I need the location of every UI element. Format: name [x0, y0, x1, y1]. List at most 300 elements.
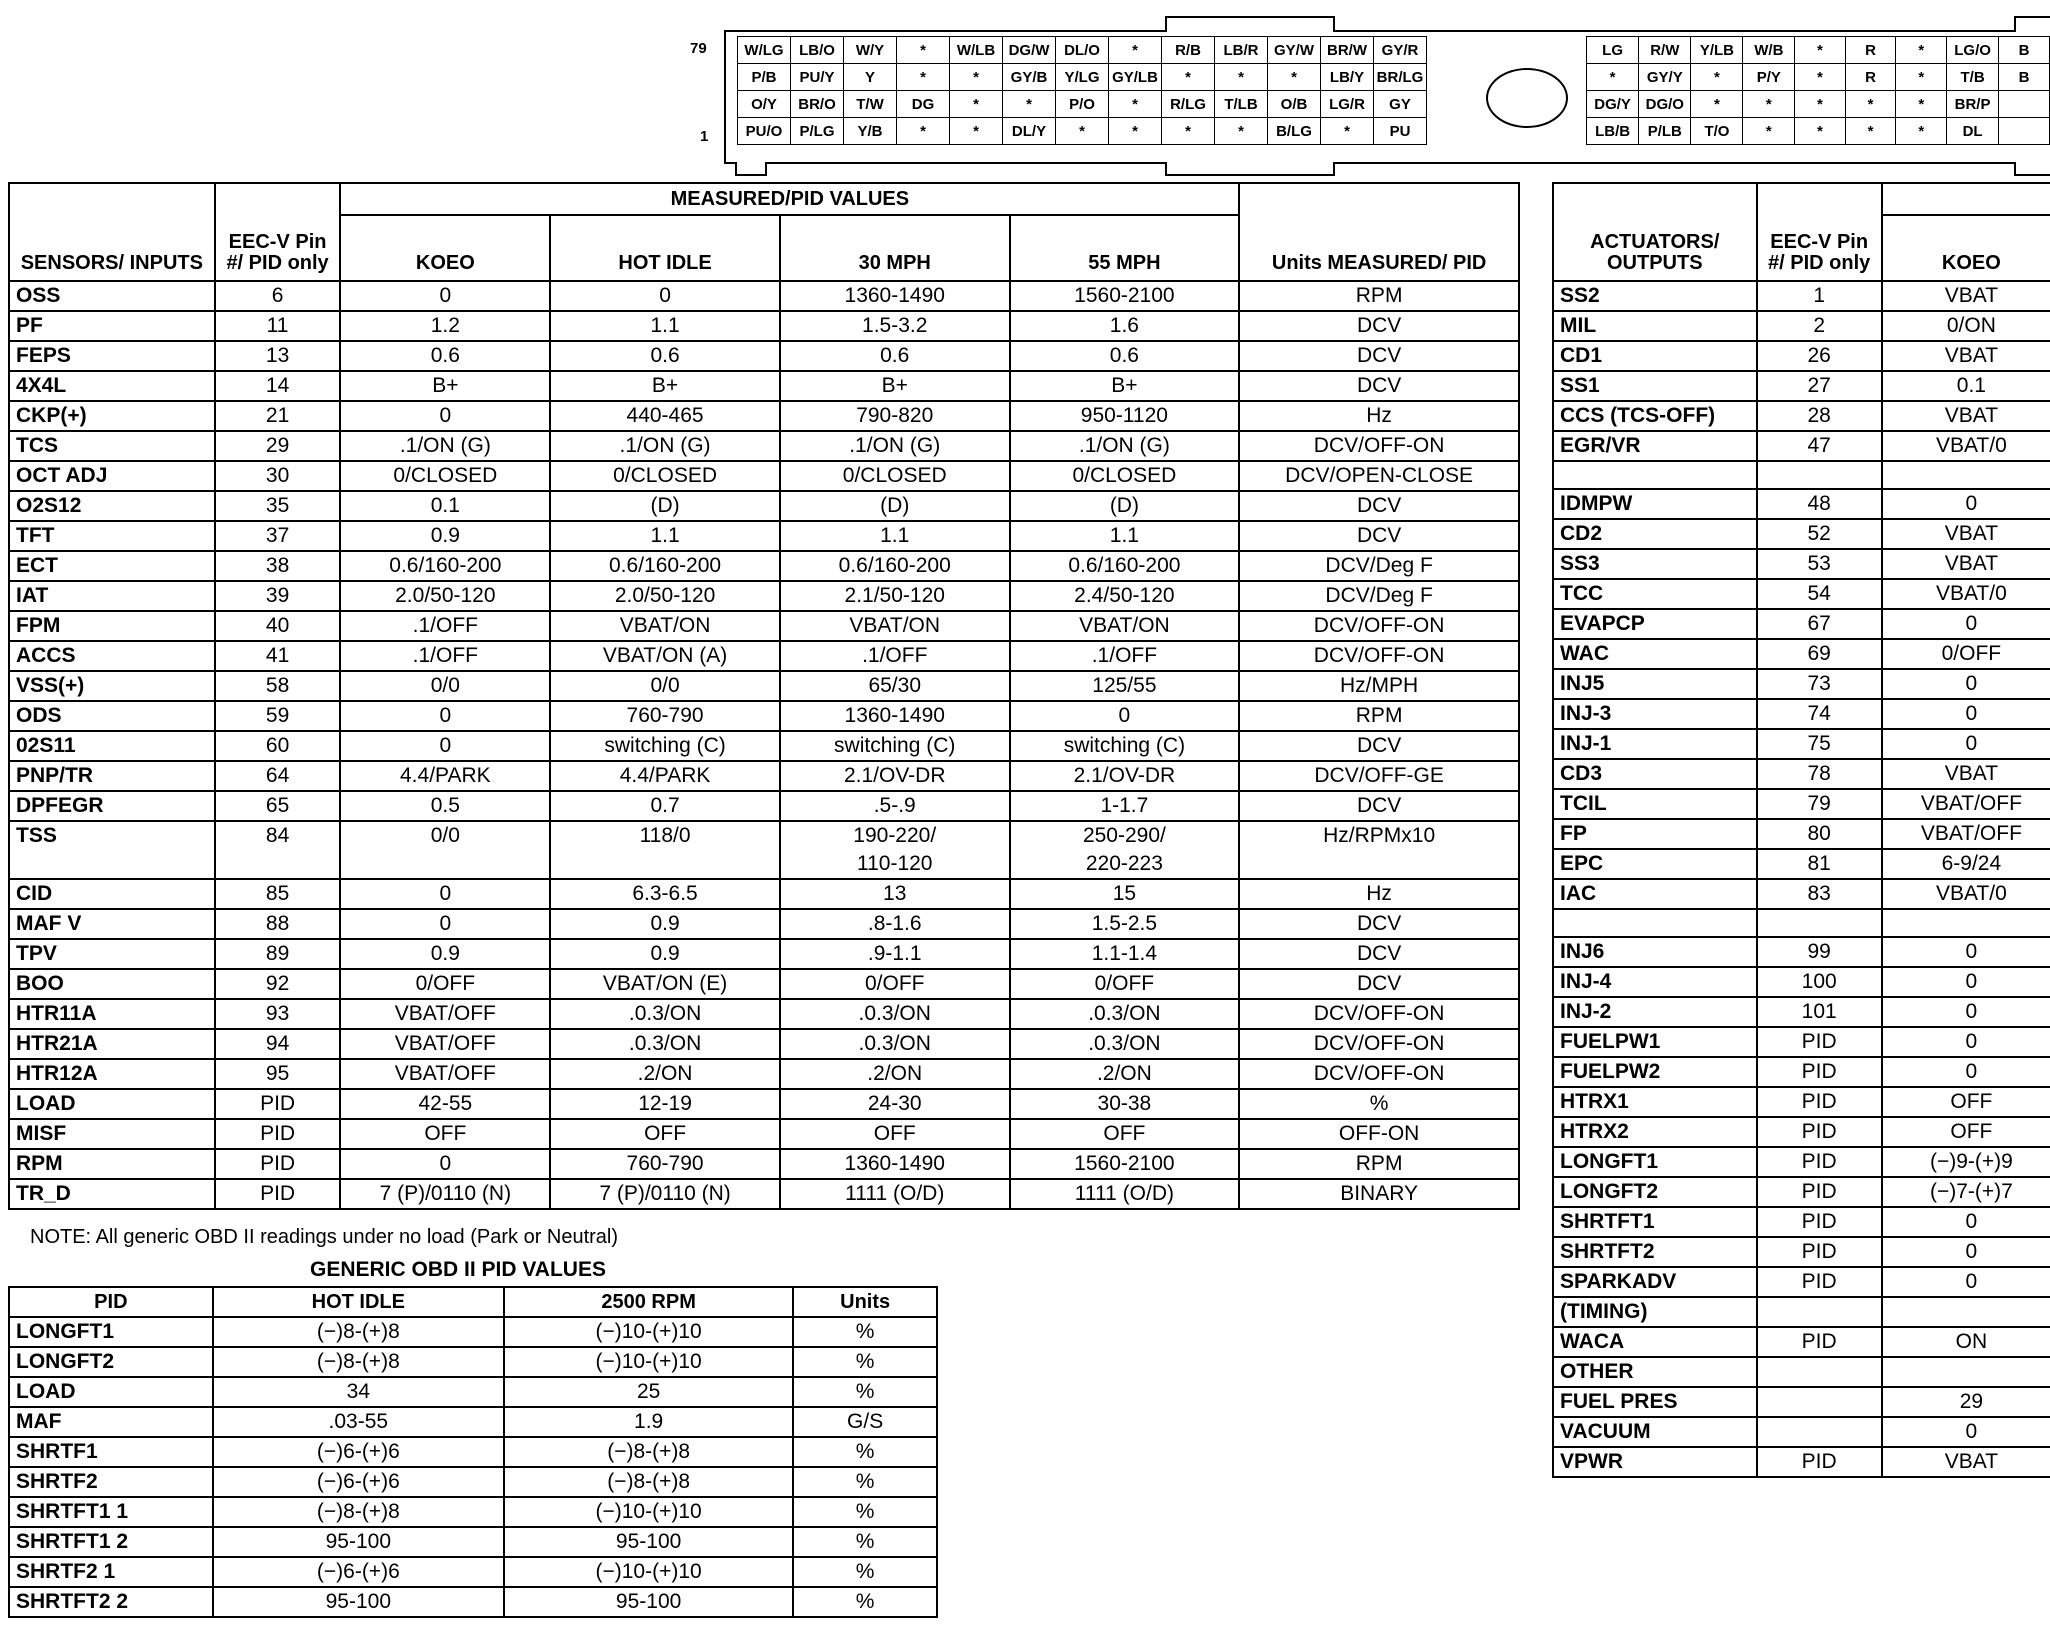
actuator-value: (−)9-(+)9 [1882, 1147, 2050, 1177]
sensor-value: 1.6 [1010, 311, 1240, 341]
actuator-value: 2 [1757, 311, 1882, 341]
actuator-name: VACUUM [1553, 1417, 1757, 1447]
sensor-value: VBAT/ON (A) [550, 641, 780, 671]
header-units: Units MEASURED/ PID [1239, 183, 1519, 281]
table-row [1553, 729, 2050, 759]
sensor-value: DCV [1239, 791, 1519, 821]
sensor-value: Hz/RPMx10 [1239, 821, 1519, 879]
actuator-name [1553, 909, 1757, 937]
table-row [9, 1437, 937, 1467]
sensor-name: DPFEGR [9, 791, 215, 821]
table-row [9, 581, 1519, 611]
header-actuators-outputs: ACTUATORS/ OUTPUTS [1553, 183, 1757, 281]
sensor-value: .1/OFF [1010, 641, 1240, 671]
sensor-value: 39 [215, 581, 341, 611]
obd-value: 95-100 [504, 1527, 793, 1557]
pin-label-1: 1 [700, 128, 709, 145]
sensor-value: VBAT/ON (E) [550, 969, 780, 999]
sensor-value: 4.4/PARK [340, 761, 550, 791]
sensor-value: 440-465 [550, 401, 780, 431]
actuator-value: 75 [1757, 729, 1882, 759]
sensor-value: PID [215, 1149, 341, 1179]
connector-pin: DG/Y [1587, 91, 1639, 118]
sensor-value: 0/OFF [780, 969, 1010, 999]
obd-value: 25 [504, 1377, 793, 1407]
connector-pin: * [950, 91, 1003, 118]
connector-pin: * [1795, 118, 1846, 145]
connector-bottom-key [1165, 162, 1335, 176]
obd-pid-name: SHRTF2 [9, 1467, 213, 1497]
sensor-value: .2/ON [550, 1059, 780, 1089]
sensor-value: 58 [215, 671, 341, 701]
actuator-value: ON [1882, 1327, 2050, 1357]
table-row [9, 969, 1519, 999]
sensor-value: 0/OFF [1010, 969, 1240, 999]
sensor-value: 0 [340, 401, 550, 431]
sensor-value: VBAT/OFF [340, 1029, 550, 1059]
sensor-value: DCV [1239, 491, 1519, 521]
sensor-value: 59 [215, 701, 341, 731]
connector-pin: P/LG [791, 118, 844, 145]
obd-value: 34 [213, 1377, 504, 1407]
sensor-value: B+ [780, 371, 1010, 401]
sensor-value: 0 [340, 731, 550, 761]
actuator-name: INJ-1 [1553, 729, 1757, 759]
table-row [9, 1587, 937, 1617]
connector-pin: * [897, 37, 950, 64]
sensor-value: .1/ON (G) [340, 431, 550, 461]
actuator-name: INJ-2 [1553, 997, 1757, 1027]
table-row [1553, 1357, 2050, 1387]
actuator-name: EVAPCP [1553, 609, 1757, 639]
actuator-name: INJ-4 [1553, 967, 1757, 997]
table-row [9, 1407, 937, 1437]
actuator-name: SS2 [1553, 281, 1757, 311]
sensor-name: FPM [9, 611, 215, 641]
table-row [1553, 1387, 2050, 1417]
actuator-value: PID [1757, 1237, 1882, 1267]
table-row [1553, 1177, 2050, 1207]
actuator-value: PID [1757, 1147, 1882, 1177]
table-row [1553, 967, 2050, 997]
connector-pin: * [1109, 91, 1162, 118]
sensor-value: DCV/Deg F [1239, 551, 1519, 581]
sensor-value: DCV [1239, 371, 1519, 401]
connector-pin: P/LB [1639, 118, 1691, 145]
sensor-value: B+ [1010, 371, 1240, 401]
sensor-value: 0.6/160-200 [1010, 551, 1240, 581]
actuator-value: PID [1757, 1267, 1882, 1297]
generic-obd-table [8, 1286, 938, 1618]
actuator-name: FP [1553, 819, 1757, 849]
actuator-value: 0 [1882, 609, 2050, 639]
sensor-value: 2.1/OV-DR [1010, 761, 1240, 791]
header-measured-pid-values: MEASURED/PID VALUES [340, 183, 1239, 215]
connector-pin: GY/W [1268, 37, 1321, 64]
sensor-value: DCV/OFF-GE [1239, 761, 1519, 791]
obd-pid-name: LONGFT2 [9, 1347, 213, 1377]
actuator-value [1757, 909, 1882, 937]
table-row [1553, 401, 2050, 431]
sensor-value: 64 [215, 761, 341, 791]
obd-value: % [793, 1587, 937, 1617]
connector-pin: DG/W [1003, 37, 1056, 64]
sensor-value: 1111 (O/D) [1010, 1179, 1240, 1209]
actuator-value: 69 [1757, 639, 1882, 669]
sensor-value: B+ [550, 371, 780, 401]
actuator-name: LONGFT2 [1553, 1177, 1757, 1207]
sensor-value: 0.7 [550, 791, 780, 821]
actuator-value: 0 [1882, 997, 2050, 1027]
actuator-value: 0 [1882, 699, 2050, 729]
connector-pin: Y/LG [1056, 64, 1109, 91]
sensor-value: 0.5 [340, 791, 550, 821]
table-row [9, 521, 1519, 551]
connector-pin: * [1896, 64, 1947, 91]
sensor-name: TCS [9, 431, 215, 461]
actuator-value: 74 [1757, 699, 1882, 729]
actuator-value: 79 [1757, 789, 1882, 819]
actuator-value: 0 [1882, 669, 2050, 699]
connector-pin: BR/W [1321, 37, 1374, 64]
connector-pin: B [1999, 64, 2050, 91]
connector-pin: * [1743, 91, 1795, 118]
actuator-value: 0 [1882, 1417, 2050, 1447]
sensor-name: TSS [9, 821, 215, 879]
sensor-value: Hz [1239, 401, 1519, 431]
sensor-value: DCV/OFF-ON [1239, 641, 1519, 671]
sensor-name: ECT [9, 551, 215, 581]
connector-pin: * [1896, 37, 1947, 64]
table-row [1553, 937, 2050, 967]
sensor-value: 0 [340, 701, 550, 731]
actuator-value: VBAT/OFF [1882, 789, 2050, 819]
sensor-name: TPV [9, 939, 215, 969]
obd-value: (−)10-(+)10 [504, 1347, 793, 1377]
connector-pin: W/Y [844, 37, 897, 64]
obd-pid-name: LONGFT1 [9, 1317, 213, 1347]
table-row [1553, 849, 2050, 879]
obd-pid-name: SHRTFT1 1 [9, 1497, 213, 1527]
connector-pin: * [1162, 118, 1215, 145]
sensor-value: 0.9 [550, 939, 780, 969]
obd-pid-name: SHRTFT1 2 [9, 1527, 213, 1557]
connector-pin: P/B [738, 64, 791, 91]
header-30-mph: 30 MPH [780, 215, 1010, 281]
connector-pin: DG [897, 91, 950, 118]
sensor-name: OSS [9, 281, 215, 311]
connector-pin: DL [1946, 118, 1998, 145]
sensor-value: 38 [215, 551, 341, 581]
sensor-value: DCV [1239, 969, 1519, 999]
actuator-value: 0 [1882, 729, 2050, 759]
sensor-value: DCV/OFF-ON [1239, 999, 1519, 1029]
obd-value: .03-55 [213, 1407, 504, 1437]
obd-value: 95-100 [504, 1587, 793, 1617]
connector-pin: T/LB [1215, 91, 1268, 118]
sensor-value: 0.1 [340, 491, 550, 521]
header-hot-idle: HOT IDLE [550, 215, 780, 281]
table-row [9, 1467, 937, 1497]
connector-pin: GY [1374, 91, 1427, 118]
table-row [1553, 909, 2050, 937]
table-row [1553, 609, 2050, 639]
connector-pin: O/B [1268, 91, 1321, 118]
connector-pin: LB/B [1587, 118, 1639, 145]
table-row [1553, 997, 2050, 1027]
sensor-name: MAF V [9, 909, 215, 939]
table-row [9, 341, 1519, 371]
actuator-value: 0 [1882, 967, 2050, 997]
sensor-value: .0.3/ON [1010, 1029, 1240, 1059]
sensor-value: RPM [1239, 701, 1519, 731]
sensor-name: ODS [9, 701, 215, 731]
sensor-name: CID [9, 879, 215, 909]
connector-pin: LG/O [1946, 37, 1998, 64]
sensor-value: 1560-2100 [1010, 281, 1240, 311]
table-row [9, 491, 1519, 521]
header-sensors-inputs: SENSORS/ INPUTS [9, 183, 215, 281]
sensor-value: 7 (P)/0110 (N) [340, 1179, 550, 1209]
table-row [9, 1377, 937, 1407]
actuator-value: PID [1757, 1447, 1882, 1477]
sensor-value: (D) [1010, 491, 1240, 521]
sensor-value: DCV [1239, 341, 1519, 371]
sensor-value: DCV [1239, 909, 1519, 939]
table-row [9, 1119, 1519, 1149]
connector-pin: PU/Y [791, 64, 844, 91]
connector-pin: Y/LB [1691, 37, 1743, 64]
sensor-value: 21 [215, 401, 341, 431]
sensor-value: 6.3-6.5 [550, 879, 780, 909]
actuator-name: SHRTFT2 [1553, 1237, 1757, 1267]
sensor-value: 0/OFF [340, 969, 550, 999]
sensor-value: 1.2 [340, 311, 550, 341]
actuator-value: 99 [1757, 937, 1882, 967]
sensors-inputs-table [8, 182, 1520, 1210]
sensor-name: HTR21A [9, 1029, 215, 1059]
sensor-value: % [1239, 1089, 1519, 1119]
sensor-value: .1/ON (G) [1010, 431, 1240, 461]
sensor-value: 93 [215, 999, 341, 1029]
actuator-value: 28 [1757, 401, 1882, 431]
connector-pin: * [1587, 64, 1639, 91]
table-row [1553, 1207, 2050, 1237]
sensor-name: CKP(+) [9, 401, 215, 431]
sensor-value: 0.6/160-200 [780, 551, 1010, 581]
table-row [9, 939, 1519, 969]
obd-value: (−)8-(+)8 [213, 1497, 504, 1527]
sensor-value: 0 [340, 909, 550, 939]
sensor-value: 1.1-1.4 [1010, 939, 1240, 969]
obd-value: (−)10-(+)10 [504, 1317, 793, 1347]
sensor-value: 40 [215, 611, 341, 641]
table-row [1553, 281, 2050, 311]
actuator-value: 0 [1882, 1207, 2050, 1237]
header-act-koeo: KOEO [1882, 215, 2050, 281]
connector-pin: * [1795, 64, 1846, 91]
sensor-value: 1560-2100 [1010, 1149, 1240, 1179]
table-row [1553, 1237, 2050, 1267]
header-act-eec-pin: EEC-V Pin #/ PID only [1757, 183, 1882, 281]
table-row [1553, 879, 2050, 909]
sensor-value: 12-19 [550, 1089, 780, 1119]
header-eec-pin: EEC-V Pin #/ PID only [215, 183, 341, 281]
actuator-value: VBAT [1882, 401, 2050, 431]
connector-pins-right [1586, 36, 2050, 145]
actuator-value: 29 [1882, 1387, 2050, 1417]
connector-pin: * [1743, 118, 1795, 145]
sensor-value: 15 [1010, 879, 1240, 909]
actuator-value: 0 [1882, 1237, 2050, 1267]
actuator-name: TCC [1553, 579, 1757, 609]
connector-pin: * [1109, 118, 1162, 145]
sensor-value: .9-1.1 [780, 939, 1010, 969]
actuator-value: 52 [1757, 519, 1882, 549]
obd-value: (−)6-(+)6 [213, 1557, 504, 1587]
sensor-value: 0.6 [550, 341, 780, 371]
connector-pin: R/LG [1162, 91, 1215, 118]
actuator-name: FUELPW2 [1553, 1057, 1757, 1087]
connector-pin: * [1896, 91, 1947, 118]
sensor-value: 0/0 [340, 671, 550, 701]
obd-header: PID [9, 1287, 213, 1317]
connector-pin: P/O [1056, 91, 1109, 118]
actuator-name: FUELPW1 [1553, 1027, 1757, 1057]
sensor-name: O2S12 [9, 491, 215, 521]
sensor-value: 94 [215, 1029, 341, 1059]
sensor-value: 1.1 [780, 521, 1010, 551]
obd-header: HOT IDLE [213, 1287, 504, 1317]
connector-pin: DL/Y [1003, 118, 1056, 145]
sensor-value: switching (C) [1010, 731, 1240, 761]
sensor-name: LOAD [9, 1089, 215, 1119]
connector-pin: LG [1587, 37, 1639, 64]
obd-caption: GENERIC OBD II PID VALUES [310, 1258, 606, 1281]
connector-pin: R [1845, 64, 1896, 91]
actuator-value: 48 [1757, 489, 1882, 519]
obd-note: NOTE: All generic OBD II readings under no load (Park or Neutral) [30, 1226, 619, 1248]
sensor-value: 0 [340, 281, 550, 311]
sensor-name: ACCS [9, 641, 215, 671]
connector-pin: * [1845, 91, 1896, 118]
sensor-value: DCV [1239, 939, 1519, 969]
sensor-value: 13 [215, 341, 341, 371]
obd-value: (−)8-(+)8 [504, 1467, 793, 1497]
sensor-value: 950-1120 [1010, 401, 1240, 431]
actuator-value: VBAT [1882, 519, 2050, 549]
table-row [9, 1029, 1519, 1059]
actuator-name: HTRX1 [1553, 1087, 1757, 1117]
connector-pin: GY/B [1003, 64, 1056, 91]
sensor-value: 30-38 [1010, 1089, 1240, 1119]
connector-top-key-right [2014, 16, 2050, 32]
actuator-value [1757, 1417, 1882, 1447]
actuator-value: PID [1757, 1027, 1882, 1057]
actuator-name: EPC [1553, 849, 1757, 879]
actuator-value: VBAT [1882, 341, 2050, 371]
sensor-value: 37 [215, 521, 341, 551]
obd-pid-name: LOAD [9, 1377, 213, 1407]
actuator-name: FUEL PRES [1553, 1387, 1757, 1417]
sensor-value: 1.1 [550, 311, 780, 341]
connector-pin: * [1215, 118, 1268, 145]
sensor-value: .2/ON [780, 1059, 1010, 1089]
sensor-name: TFT [9, 521, 215, 551]
actuator-name: CCS (TCS-OFF) [1553, 401, 1757, 431]
actuator-value: VBAT [1882, 1447, 2050, 1477]
sensor-value: 0.6 [340, 341, 550, 371]
table-row [9, 311, 1519, 341]
table-row [1553, 669, 2050, 699]
sensor-value: .0.3/ON [780, 999, 1010, 1029]
sensor-value: 0/0 [340, 821, 550, 879]
table-row [9, 611, 1519, 641]
sensor-value: 1360-1490 [780, 701, 1010, 731]
connector-pin: Y [844, 64, 897, 91]
sensor-value: PID [215, 1089, 341, 1119]
sensor-value: DCV/OFF-ON [1239, 1029, 1519, 1059]
table-row [1553, 1027, 2050, 1057]
actuator-value: 0 [1882, 489, 2050, 519]
connector-pin: * [1691, 64, 1743, 91]
sensor-value: 0 [340, 879, 550, 909]
obd-value: % [793, 1437, 937, 1467]
actuator-value: 0 [1882, 1057, 2050, 1087]
connector-pin: DG/O [1639, 91, 1691, 118]
obd-value: (−)8-(+)8 [213, 1317, 504, 1347]
actuator-value [1757, 461, 1882, 489]
connector-pin: * [1003, 91, 1056, 118]
connector-pin: * [897, 118, 950, 145]
sensor-value: 2.4/50-120 [1010, 581, 1240, 611]
connector-pin: LB/Y [1321, 64, 1374, 91]
actuator-value: PID [1757, 1177, 1882, 1207]
actuator-value [1757, 1387, 1882, 1417]
sensor-name: PNP/TR [9, 761, 215, 791]
actuator-value [1882, 461, 2050, 489]
actuator-value: 67 [1757, 609, 1882, 639]
actuator-value [1882, 1297, 2050, 1327]
actuator-value: 0/ON [1882, 311, 2050, 341]
sensor-value: 42-55 [340, 1089, 550, 1119]
sensor-value: 14 [215, 371, 341, 401]
table-row [9, 371, 1519, 401]
actuator-value: 47 [1757, 431, 1882, 461]
sensor-value: 0/CLOSED [1010, 461, 1240, 491]
table-row [1553, 1117, 2050, 1147]
actuator-value: VBAT/OFF [1882, 819, 2050, 849]
actuator-name: TCIL [1553, 789, 1757, 819]
obd-value: % [793, 1467, 937, 1497]
table-row [9, 821, 1519, 879]
table-row [9, 1317, 937, 1347]
connector-pin: * [950, 64, 1003, 91]
sensor-value: 89 [215, 939, 341, 969]
sensor-name: 02S11 [9, 731, 215, 761]
actuator-name: CD1 [1553, 341, 1757, 371]
obd-value: 1.9 [504, 1407, 793, 1437]
connector-pin: * [1109, 37, 1162, 64]
sensor-value: OFF-ON [1239, 1119, 1519, 1149]
connector-pin: LB/O [791, 37, 844, 64]
sensor-value: 1360-1490 [780, 281, 1010, 311]
sensor-value: VBAT/OFF [340, 999, 550, 1029]
table-row [9, 551, 1519, 581]
table-row [1553, 1327, 2050, 1357]
actuator-value: 27 [1757, 371, 1882, 401]
sensor-value: VBAT/ON [780, 611, 1010, 641]
